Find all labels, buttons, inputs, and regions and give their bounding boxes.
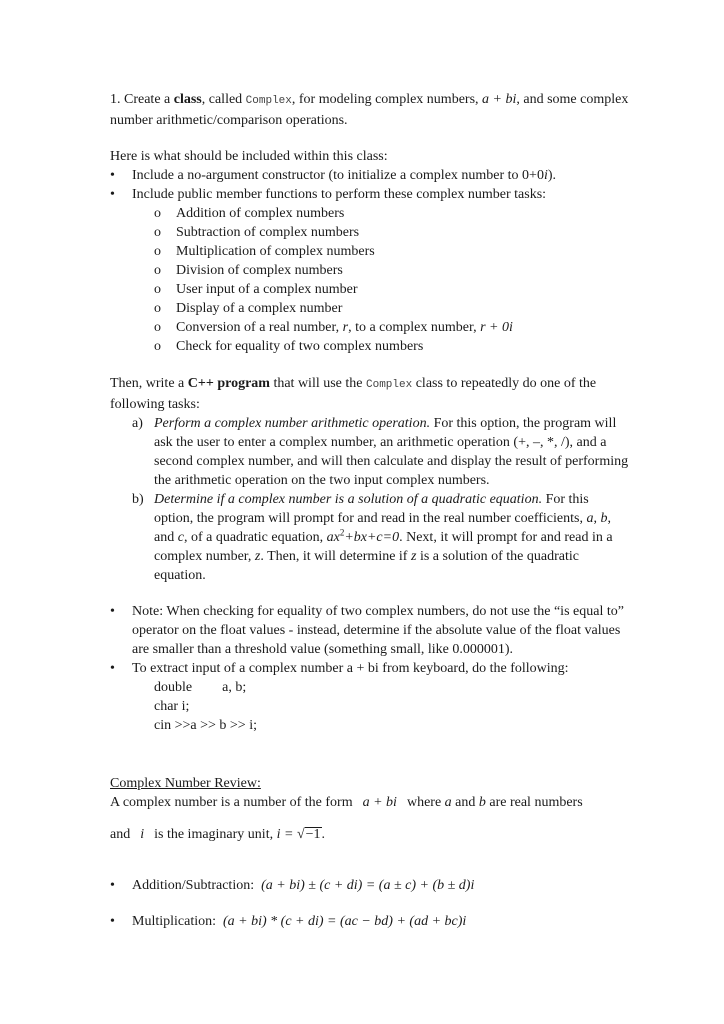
- sublist-item: o Check for equality of two complex numbers: [154, 337, 630, 356]
- formula-addition: • Addition/Subtraction: (a + bi) ± (c + di) = (a ± c) + (b ± d)i: [110, 876, 650, 895]
- class-name-code: Complex: [245, 95, 292, 107]
- sublist-item: o Conversion of a real number, r, to a complex number, r + 0i: [154, 318, 630, 337]
- list-item: • Include a no-argument constructor (to initialize a complex number to 0+0i).: [110, 166, 630, 185]
- code-snippet: double a, b; char i; cin >>a >> b >> i;: [154, 680, 257, 733]
- review-line-2: and i is the imaginary unit, i = √−1.: [110, 827, 326, 842]
- review-section: [110, 774, 650, 844]
- included-heading: Here is what should be included within this class:: [110, 149, 388, 164]
- list-item: • Include public member functions to perform these complex number tasks: o Addition of complex numbers o Subtraction of complex numbers o Multiplication of complex numbers o Division of complex numbers o User input of a complex number o Display of a complex number o Conversion of a real number, r, to a complex number, r + 0i o Check for equality of two complex numbers: [110, 185, 630, 356]
- class-name-code: Complex: [366, 379, 413, 391]
- formulas-section: [110, 876, 650, 931]
- sublist-item: o Display of a complex number: [154, 299, 630, 318]
- notes-section: [110, 602, 630, 735]
- program-section: [110, 374, 630, 585]
- intro-paragraph: 1. Create a class, called Complex, for modeling complex numbers, a + bi, and some complex number arithmetic/comparison operations.: [110, 92, 629, 128]
- sublist-item: o User input of a complex number: [154, 280, 630, 299]
- class-keyword: class: [173, 92, 202, 107]
- requirements-list: [110, 166, 630, 356]
- question-intro: [110, 90, 630, 130]
- sublist-item: o Division of complex numbers: [154, 261, 630, 280]
- included-section: [110, 147, 630, 356]
- tasks-sublist: [132, 204, 630, 356]
- list-item: • To extract input of a complex number a + bi from keyboard, do the following:: [110, 659, 630, 678]
- task-item-b: b) Determine if a complex number is a solution of a quadratic equation. For this option, the program will prompt for and read in the real number coefficients, a, b, and c, of a quadratic equation, $ax^2+bx+c=0$. Next, it will prompt for and read in a complex number, z. Then, it will determine if z is a solution of the quadratic equation.: [132, 492, 613, 583]
- review-line-1: A complex number is a number of the form a + bi where a and b are real numbers: [110, 795, 583, 810]
- sublist-item: o Multiplication of complex numbers: [154, 242, 630, 261]
- program-paragraph: Then, write a C++ program that will use the Complex class to repeatedly do one of the following tasks:: [110, 376, 597, 412]
- review-heading: Complex Number Review:: [110, 776, 261, 791]
- formula-multiplication: • Multiplication: (a + bi) * (c + di) = (ac − bd) + (ad + bc)i: [110, 912, 650, 931]
- program-tasks-list: [110, 414, 630, 585]
- notes-list: [110, 602, 630, 678]
- formulas-list: [110, 876, 650, 931]
- sublist-item: o Addition of complex numbers: [154, 204, 630, 223]
- task-item-a: a) Perform a complex number arithmetic operation. For this option, the program will ask the user to enter a complex number, an arithmetic operation (+, –, *, /), and a second complex number, and will then calculate and display the result of performing the arithmetic operation on the two input complex numbers.: [132, 416, 629, 488]
- list-item: • Note: When checking for equality of two complex numbers, do not use the “is equal to” operator on the float values - instead, determine if the absolute value of the float values are smaller than a threshold value (something small, like 0.000001).: [110, 602, 630, 659]
- sublist-item: o Subtraction of complex numbers: [154, 223, 630, 242]
